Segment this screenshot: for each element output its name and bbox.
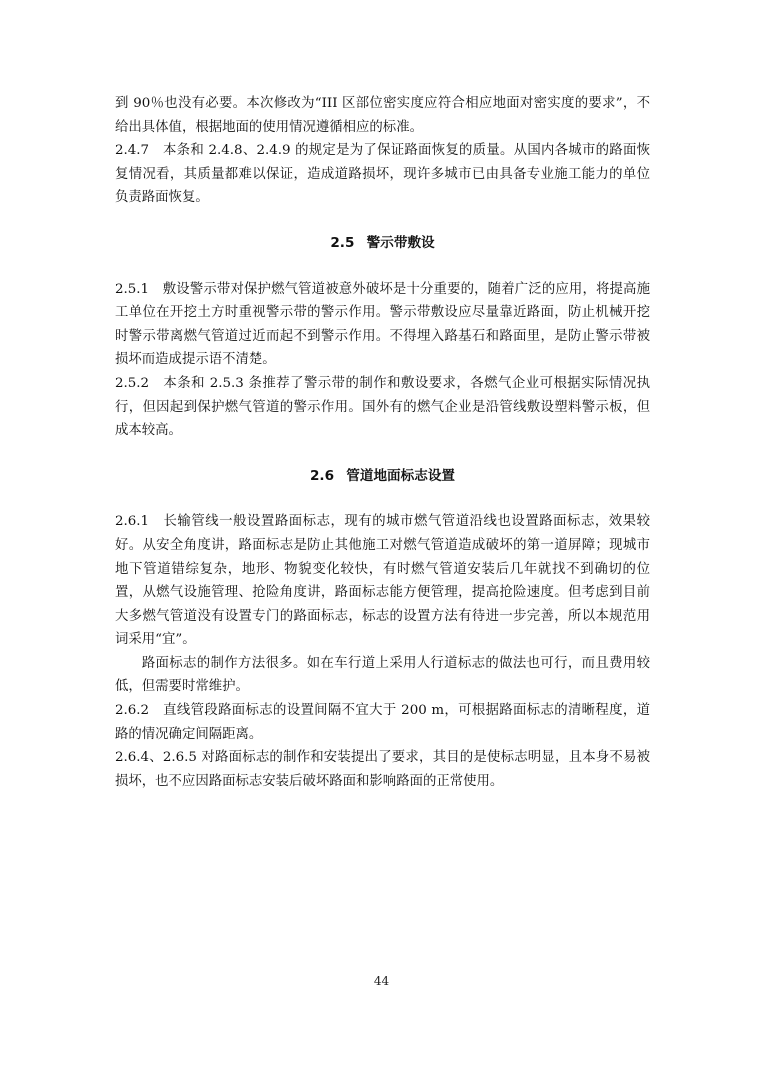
page-number: 44	[373, 974, 390, 988]
section-number: 2.6	[309, 467, 335, 484]
section-heading-2-6	[115, 465, 650, 489]
section-title: 管道地面标志设置	[346, 467, 456, 484]
paragraph-2-6-2: 2.6.2 直线管段路面标志的设置间隔不宜大于 200 m，可根据路面标志的清晰程度，道路的情况确定间隔距离。	[115, 703, 650, 742]
paragraph-2-4-7: 2.4.7 本条和 2.4.8、2.4.9 的规定是为了保证路面恢复的质量。从国内各城市的路面恢复情况看，其质量都难以保证，造成道路损坏，现许多城市已由具备专业施工能力的单位负责路面恢复。	[115, 143, 650, 206]
paragraph-2-6-4-2-6-5: 2.6.4、2.6.5 对路面标志的制作和安装提出了要求，其目的是使标志明显，且本身不易被损坏，也不应因路面标志安装后破坏路面和影响路面的正常使用。	[115, 750, 650, 789]
document-page	[115, 92, 650, 793]
paragraph-2-5-1: 2.5.1 敷设警示带对保护燃气管道被意外破坏是十分重要的，随着广泛的应用，将提高施工单位在开挖土方时重视警示带的警示作用。警示带敷设应尽量靠近路面，防止机械开挖时警示带离燃气管道过近而起不到警示作用。不得埋入路基石和路面里，是防止警示带被损坏而造成提示语不清楚。	[115, 281, 650, 368]
paragraph-2-5-2: 2.5.2 本条和 2.5.3 条推荐了警示带的制作和敷设要求，各燃气企业可根据实际情况执行，但因起到保护燃气管道的警示作用。国外有的燃气企业是沿管线敷设塑料警示板，但成本较高。	[115, 375, 650, 439]
section-heading-2-5	[115, 232, 650, 256]
section-title: 警示带敷设	[366, 234, 435, 251]
paragraph-2-6-1: 2.6.1 长输管线一般设置路面标志，现有的城市燃气管道沿线也设置路面标志，效果较好。从安全角度讲，路面标志是防止其他施工对燃气管道造成破坏的第一道屏障；现城市地下管道错综复杂，地形、物貌变化较快，有时燃气管道安装后几年就找不到确切的位置，从燃气设施管理、抢险角度讲，路面标志能方便管理，提高抢险速度。但考虑到目前大多燃气管道没有设置专门的路面标志，标志的设置方法有待进一步完善，所以本规范用词采用“宜”。	[115, 514, 650, 648]
paragraph-road-marker-methods: 路面标志的制作方法很多。如在车行道上采用人行道标志的做法也可行，而且费用较低，但需要时常维护。	[115, 655, 650, 695]
paragraph-continuation: 到 90％也没有必要。本次修改为“III 区部位密实度应符合相应地面对密实度的要求”，不给出具体值，根据地面的使用情况遵循相应的标准。	[115, 96, 650, 135]
section-number: 2.5	[330, 234, 355, 251]
